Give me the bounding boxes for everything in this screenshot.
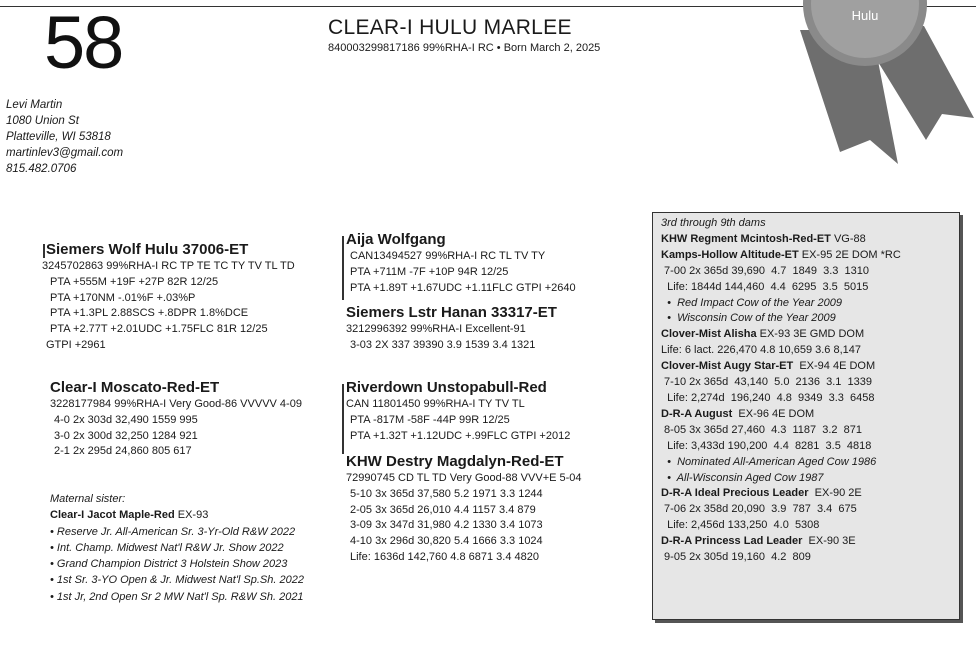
- sire-line: PTA +2.77T +2.01UDC +1.75FLC 81R 12/25: [50, 323, 268, 336]
- dam-entry-name: Clover-Mist Augy Star-ET: [661, 360, 794, 373]
- dam-dam-line: 3-09 3x 347d 31,980 4.2 1330 3.4 1073: [350, 519, 543, 532]
- dam-sire-block: [346, 378, 570, 444]
- dam-entry-classification: EX-94 4E DOM: [793, 360, 876, 373]
- dam-entry-classification: VG-88: [830, 232, 866, 245]
- dam-entry: [661, 486, 951, 502]
- sire-id: 3245702863 99%RHA-I RC TP TE TC TY TV TL TD: [42, 260, 295, 272]
- sister-award: • Grand Champion District 3 Holstein Show 2023: [50, 558, 288, 571]
- dams-heading: 3rd through 9th dams: [661, 217, 766, 229]
- dam-dam-line: 72990745 CD TL TD Very Good-88 VVV+E 5-04: [346, 472, 582, 484]
- dam-entry-classification: EX-95 2E DOM *RC: [798, 248, 901, 261]
- sire-name: Siemers Wolf Hulu 37006-ET: [46, 241, 249, 258]
- dam-record: Life: 3,433d 190,200 4.4 8281 3.5 4818: [661, 439, 872, 452]
- dams-rows: [661, 232, 951, 566]
- consignor-city: Platteville, WI 53818: [6, 131, 111, 143]
- dam-entry-name: D-R-A Ideal Precious Leader: [661, 487, 809, 500]
- dam-award: • Red Impact Cow of the Year 2009: [661, 296, 842, 309]
- dam-record: 7-06 2x 358d 20,090 3.9 787 3.4 675: [661, 503, 857, 516]
- dam-dam-line: Life: 1636d 142,760 4.8 6871 3.4 4820: [350, 550, 540, 563]
- dam-dam-line: 2-05 3x 365d 26,010 4.4 1157 3.4 879: [350, 503, 536, 516]
- sire-line: PTA +555M +19F +27P 82R 12/25: [50, 275, 219, 288]
- dam-dam-line: 4-10 3x 296d 30,820 5.4 1666 3.3 1024: [350, 535, 543, 548]
- sister-award: • Reserve Jr. All-American Sr. 3-Yr-Old R&W 2022: [50, 525, 296, 538]
- dam-sire-name: Riverdown Unstopabull-Red: [346, 379, 547, 396]
- dam-entry-classification: EX-90 3E: [802, 535, 856, 548]
- dam-award: • Wisconsin Cow of the Year 2009: [661, 312, 836, 325]
- sire-dam-name: Siemers Lstr Hanan 33317-ET: [346, 304, 557, 321]
- dam-entry: [661, 232, 951, 248]
- sire-dam-block: [346, 303, 557, 354]
- dam-entry: [661, 248, 951, 264]
- consignor-name: Levi Martin: [6, 99, 63, 111]
- animal-id-line: 840003299817186 99%RHA-I RC • Born March 2, 2025: [328, 42, 601, 54]
- ribbon-text: Hulu: [851, 8, 879, 23]
- sire-sire-bar: [342, 236, 344, 300]
- dam-record: 7-10 2x 365d 43,140 5.0 2136 3.1 1339: [661, 376, 873, 389]
- sire-sire-line: PTA +1.89T +1.67UDC +1.11FLC GTPI +2640: [350, 281, 576, 294]
- dam-award: • All-Wisconsin Aged Cow 1987: [661, 471, 824, 484]
- sire-sire-name: Aija Wolfgang: [346, 231, 446, 248]
- sister-score: EX-93: [174, 509, 209, 522]
- sister-award: • 1st Jr, 2nd Open Sr 2 MW Nat'l Sp. R&W Sh. 2021: [50, 590, 304, 603]
- dam-id: 3228177984 99%RHA-I Very Good-86 VVVVV 4-09: [50, 398, 302, 410]
- sire-dam-line: 3212996392 99%RHA-I Excellent-91: [346, 323, 526, 335]
- consignor-info: [6, 97, 123, 177]
- dam-entry-name: KHW Regment Mcintosh-Red-ET: [661, 232, 831, 245]
- dams-box: [652, 212, 960, 620]
- sire-line: GTPI +2961: [46, 338, 106, 351]
- dam-record: 7-00 2x 365d 39,690 4.7 1849 3.3 1310: [661, 264, 869, 277]
- dam-line: 3-0 2x 300d 32,250 1284 921: [54, 429, 198, 442]
- dam-name: Clear-I Moscato-Red-ET: [50, 379, 220, 396]
- dam-dam-name: KHW Destry Magdalyn-Red-ET: [346, 453, 564, 470]
- sire-sire-block: [346, 230, 576, 296]
- dam-sire-line: CAN 11801450 99%RHA-I TY TV TL: [346, 398, 525, 410]
- sister-name: Clear-I Jacot Maple-Red: [50, 509, 175, 522]
- dam-record: Life: 2,456d 133,250 4.0 5308: [661, 519, 820, 532]
- dam-record: Life: 6 lact. 226,470 4.8 10,659 3.6 8,147: [661, 344, 861, 357]
- dam-entry-classification: EX-96 4E DOM: [732, 407, 815, 420]
- sire-dam-line: 3-03 2X 337 39390 3.9 1539 3.4 1321: [350, 338, 536, 351]
- dam-record: Life: 2,274d 196,240 4.8 9349 3.3 6458: [661, 391, 875, 404]
- dam-sire-bar: [342, 384, 344, 454]
- dam-record: 9-05 2x 305d 19,160 4.2 809: [661, 551, 811, 564]
- maternal-sister: [50, 491, 304, 605]
- dam-entry: [661, 359, 951, 375]
- sire-sire-line: PTA +711M -7F +10P 94R 12/25: [350, 265, 509, 278]
- dam-entry-classification: EX-93 3E GMD DOM: [756, 328, 865, 341]
- dam-entry-name: D-R-A August: [661, 407, 733, 420]
- dam-record: Life: 1844d 144,460 4.4 6295 3.5 5015: [661, 280, 869, 293]
- sire-block: [42, 240, 295, 354]
- dam-sire-line: PTA +1.32T +1.12UDC +.99FLC GTPI +2012: [350, 429, 571, 442]
- sister-award: • Int. Champ. Midwest Nat'l R&W Jr. Show 2022: [50, 541, 284, 554]
- sire-sire-line: CAN13494527 99%RHA-I RC TL TV TY: [350, 250, 546, 262]
- dam-entry: [661, 327, 951, 343]
- sister-award: • 1st Sr. 3-YO Open & Jr. Midwest Nat'l Sp.Sh. 2022: [50, 574, 304, 587]
- dam-line: 4-0 2x 303d 32,490 1559 995: [54, 413, 198, 426]
- sire-line: PTA +1.3PL 2.88SCS +.8DPR 1.8%DCE: [50, 307, 249, 320]
- sire-line: PTA +170NM -.01%F +.03%P: [50, 291, 196, 304]
- ribbon-rosette-icon: [748, 0, 976, 180]
- dam-award: • Nominated All-American Aged Cow 1986: [661, 455, 877, 468]
- sister-heading: Maternal sister:: [50, 493, 126, 505]
- consignor-email: martinlev3@gmail.com: [6, 147, 124, 159]
- dam-line: 2-1 2x 295d 24,860 805 617: [54, 445, 192, 458]
- dam-sire-line: PTA -817M -58F -44P 99R 12/25: [350, 413, 510, 426]
- consignor-phone: 815.482.0706: [6, 163, 77, 175]
- dam-dam-block: [346, 452, 582, 566]
- sire-bar: [43, 244, 45, 258]
- dam-record: 8-05 3x 365d 27,460 4.3 1187 3.2 871: [661, 423, 863, 436]
- dam-entry-name: Clover-Mist Alisha: [661, 328, 757, 341]
- dam-entry-classification: EX-90 2E: [808, 487, 862, 500]
- dam-entry: [661, 407, 951, 423]
- animal-name: CLEAR-I HULU MARLEE: [328, 16, 572, 39]
- dam-dam-line: 5-10 3x 365d 37,580 5.2 1971 3.3 1244: [350, 487, 543, 500]
- consignor-street: 1080 Union St: [6, 115, 79, 127]
- lot-number: 58: [44, 1, 123, 84]
- dam-entry-name: D-R-A Princess Lad Leader: [661, 535, 803, 548]
- dam-block: [50, 378, 302, 460]
- dam-entry: [661, 534, 951, 550]
- dam-entry-name: Kamps-Hollow Altitude-ET: [661, 248, 799, 261]
